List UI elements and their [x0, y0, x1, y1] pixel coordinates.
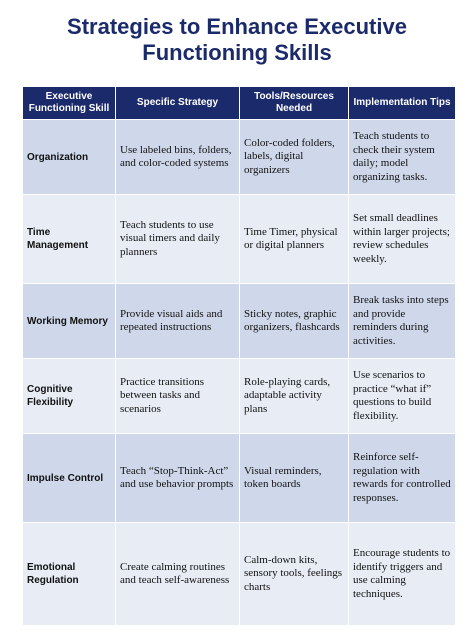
cell-skill: Impulse Control — [23, 434, 116, 523]
cell-strategy: Practice transitions between tasks and scenarios — [116, 359, 240, 434]
cell-tips: Reinforce self-regulation with rewards for controlled responses. — [349, 434, 456, 523]
page-title-line-1: Strategies to Enhance Executive — [67, 14, 407, 39]
cell-skill: Emotional Regulation — [23, 523, 116, 626]
table-row — [23, 523, 456, 626]
header-skill: Executive Functioning Skill — [23, 87, 116, 120]
header-tools: Tools/Resources Needed — [240, 87, 349, 120]
cell-strategy: Use labeled bins, folders, and color-coded systems — [116, 120, 240, 195]
cell-tips: Use scenarios to practice “what if” questions to build flexibility. — [349, 359, 456, 434]
cell-tips: Break tasks into steps and provide reminders during activities. — [349, 284, 456, 359]
page-title-line-2: Functioning Skills — [142, 40, 332, 65]
cell-tips: Teach students to check their system daily; model organizing tasks. — [349, 120, 456, 195]
cell-tips: Encourage students to identify triggers and use calming techniques. — [349, 523, 456, 626]
table-row — [23, 434, 456, 523]
cell-skill: Time Management — [23, 195, 116, 284]
table-row — [23, 120, 456, 195]
cell-strategy: Teach “Stop-Think-Act” and use behavior prompts — [116, 434, 240, 523]
cell-strategy: Provide visual aids and repeated instructions — [116, 284, 240, 359]
header-strategy: Specific Strategy — [116, 87, 240, 120]
strategy-table — [22, 86, 456, 626]
cell-skill: Working Memory — [23, 284, 116, 359]
table-header-row — [23, 87, 456, 120]
cell-skill: Cognitive Flexibility — [23, 359, 116, 434]
table-row — [23, 284, 456, 359]
page-title — [0, 14, 474, 66]
cell-tips: Set small deadlines within larger projects; review schedules weekly. — [349, 195, 456, 284]
cell-skill: Organization — [23, 120, 116, 195]
cell-tools: Calm-down kits, sensory tools, feelings charts — [240, 523, 349, 626]
cell-tools: Visual reminders, token boards — [240, 434, 349, 523]
cell-tools: Role-playing cards, adaptable activity plans — [240, 359, 349, 434]
table-row — [23, 195, 456, 284]
header-tips: Implementation Tips — [349, 87, 456, 120]
cell-tools: Time Timer, physical or digital planners — [240, 195, 349, 284]
cell-strategy: Teach students to use visual timers and daily planners — [116, 195, 240, 284]
cell-strategy: Create calming routines and teach self-awareness — [116, 523, 240, 626]
table-row — [23, 359, 456, 434]
cell-tools: Color-coded folders, labels, digital organizers — [240, 120, 349, 195]
cell-tools: Sticky notes, graphic organizers, flashcards — [240, 284, 349, 359]
